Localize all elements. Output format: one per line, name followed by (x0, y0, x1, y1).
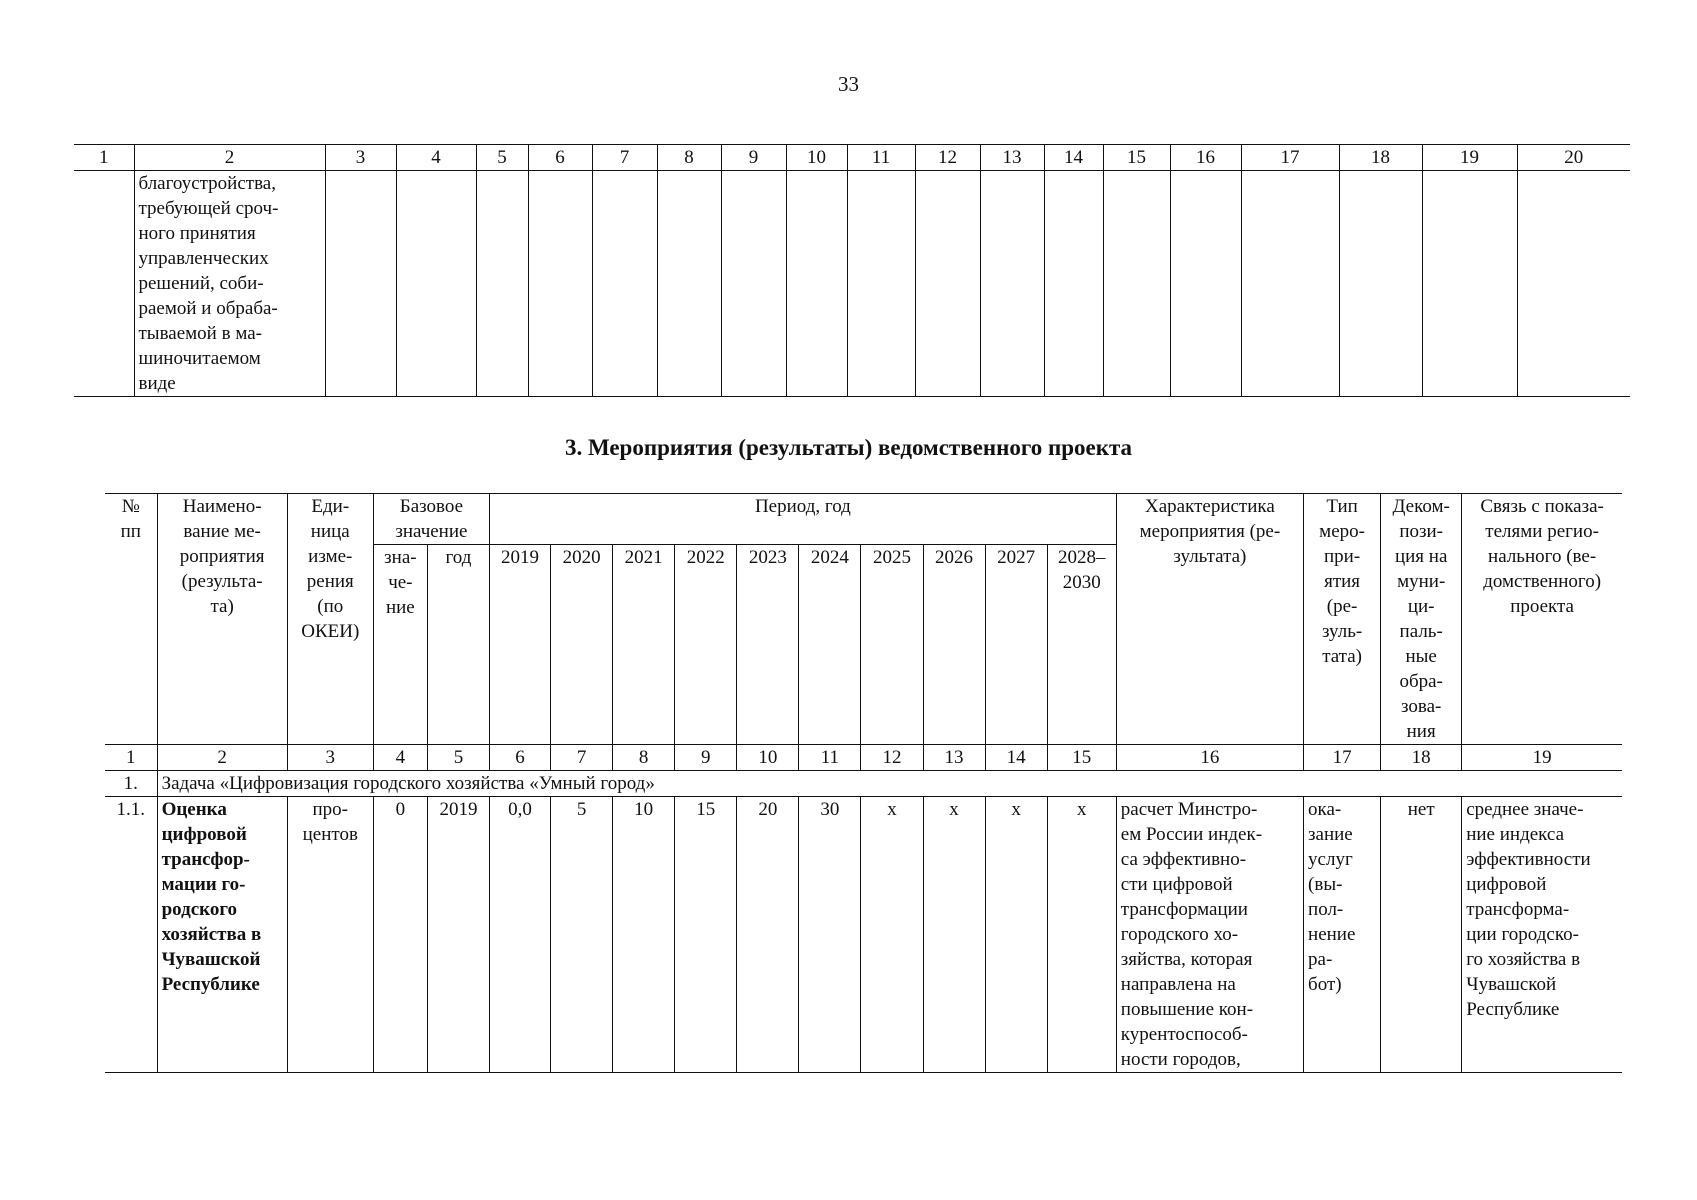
column-number-9: 9 (675, 745, 737, 771)
column-number-15: 15 (1103, 145, 1170, 171)
row-value-10: 20 (737, 797, 799, 1073)
text-line: услуг (1308, 849, 1353, 870)
text-line: Еди- (311, 496, 350, 517)
column-number-16: 16 (1170, 145, 1241, 171)
text-line: виде (138, 373, 176, 394)
header-base (373, 494, 489, 545)
column-number-19: 19 (1462, 745, 1622, 771)
section-title: 3. Мероприятия (результаты) ведомственного проекта (564, 435, 1133, 460)
column-number-row (105, 745, 1622, 771)
column-number-1: 1 (105, 745, 157, 771)
column-number-13: 13 (980, 145, 1044, 171)
text-line: тата) (1322, 646, 1362, 667)
text-line: повышение кон- (1120, 999, 1254, 1020)
column-number-14: 14 (985, 745, 1047, 771)
column-number-16: 16 (1116, 745, 1303, 771)
header-decomposition (1381, 494, 1462, 745)
task-text: Задача «Цифровизация городского хозяйства «Умный город» (157, 771, 1622, 797)
text-line: при- (1323, 546, 1361, 567)
row-base-value: 0 (373, 797, 427, 1073)
text-line: проекта (1510, 596, 1574, 617)
task-num: 1. (105, 771, 157, 797)
text-line: Оценка (161, 799, 227, 820)
column-number-4: 4 (396, 145, 476, 171)
column-number-8: 8 (613, 745, 675, 771)
row-name (157, 797, 287, 1073)
row-base-year: 2019 (427, 797, 489, 1073)
text-line: ятия (1324, 571, 1361, 592)
text-line: зна- (384, 547, 417, 568)
header-year-2021: 2021 (613, 545, 675, 745)
text-line: направлена на (1120, 974, 1236, 995)
column-number-15: 15 (1047, 745, 1116, 771)
text-line: пп (120, 521, 141, 542)
column-number-19: 19 (1422, 145, 1517, 171)
header-year-2028-2030 (1047, 545, 1116, 745)
text-line: че- (388, 572, 413, 593)
row-link (1462, 797, 1622, 1073)
measures-table (105, 493, 1622, 1073)
empty-cell (847, 171, 915, 397)
text-line: зяйства, которая (1120, 949, 1253, 970)
header-type (1304, 494, 1381, 745)
text-line: ние (385, 597, 415, 618)
row-value-13: x (923, 797, 985, 1073)
header-row (105, 494, 1622, 545)
header-name (157, 494, 287, 745)
header-base-value (373, 545, 427, 745)
text-line: трансформа- (1466, 899, 1570, 920)
text-line: изме- (308, 546, 353, 567)
empty-cell (786, 171, 847, 397)
text-line: цифровой (161, 824, 247, 845)
text-line: ные (1405, 646, 1437, 667)
text-line: зание (1308, 824, 1353, 845)
column-number-4: 4 (373, 745, 427, 771)
text-line: про- (312, 799, 349, 820)
text-line: № (121, 496, 140, 517)
text-line: курентоспособ- (1120, 1024, 1248, 1045)
text-line: Тип (1326, 496, 1358, 517)
row-value-7: 5 (551, 797, 613, 1073)
text-line: телями регио- (1485, 521, 1599, 542)
table-row (74, 171, 1630, 397)
text-line: са эффективно- (1120, 849, 1247, 870)
row-value-14: x (985, 797, 1047, 1073)
header-year-2025: 2025 (861, 545, 923, 745)
text-line: ние индекса (1466, 824, 1565, 845)
column-number-11: 11 (847, 145, 915, 171)
text-line: ного принятия (138, 223, 256, 244)
row-unit (287, 797, 373, 1073)
header-year-2020: 2020 (551, 545, 613, 745)
text-line: Базовое (399, 496, 464, 517)
empty-cell (1103, 171, 1170, 397)
text-line: управленческих (138, 248, 269, 269)
text-line: значение (395, 521, 468, 542)
text-line: домственного) (1483, 571, 1602, 592)
text-line: Наимено- (182, 496, 262, 517)
empty-cell (721, 171, 786, 397)
column-number-3: 3 (325, 145, 396, 171)
text-line: го хозяйства в (1466, 949, 1581, 970)
column-number-18: 18 (1339, 145, 1422, 171)
column-number-20: 20 (1517, 145, 1630, 171)
text-line: городского хо- (1120, 924, 1239, 945)
header-year-2026: 2026 (923, 545, 985, 745)
text-line: мации го- (161, 874, 246, 895)
column-number-2: 2 (157, 745, 287, 771)
text-line: 2028– (1057, 547, 1106, 568)
text-line: (вы- (1308, 874, 1343, 895)
text-line: ци- (1407, 596, 1435, 617)
table-row (105, 797, 1622, 1073)
empty-cell (1170, 171, 1241, 397)
column-number-18: 18 (1381, 745, 1462, 771)
column-number-7: 7 (551, 745, 613, 771)
text-line: сти цифровой (1120, 874, 1233, 895)
text-line: эффективности (1466, 849, 1591, 870)
column-number-14: 14 (1044, 145, 1103, 171)
text-line: ции городско- (1466, 924, 1579, 945)
text-line: муни- (1397, 571, 1446, 592)
text-line: ока- (1308, 799, 1342, 820)
header-period: Период, год (489, 494, 1116, 545)
text-line: трансформации (1120, 899, 1248, 920)
row-value-12: x (861, 797, 923, 1073)
text-line: обра- (1399, 671, 1443, 692)
row-value-8: 10 (613, 797, 675, 1073)
column-number-10: 10 (786, 145, 847, 171)
text-line: решений, соби- (138, 273, 264, 294)
text-line: пози- (1399, 521, 1443, 542)
text-line: зуль- (1321, 621, 1363, 642)
text-line: благоустройства, (138, 173, 276, 194)
text-line: нение (1308, 924, 1356, 945)
row-num: 1.1. (105, 797, 157, 1073)
row-characteristic (1116, 797, 1303, 1073)
empty-cell (396, 171, 476, 397)
column-number-7: 7 (592, 145, 657, 171)
header-year-2027: 2027 (985, 545, 1047, 745)
header-year-2019: 2019 (489, 545, 550, 745)
text-line: бот) (1308, 974, 1342, 995)
text-line: мероприятия (ре- (1139, 521, 1281, 542)
header-year-2022: 2022 (675, 545, 737, 745)
text-line: ем России индек- (1120, 824, 1263, 845)
text-line: среднее значе- (1466, 799, 1584, 820)
column-number-12: 12 (915, 145, 980, 171)
column-number-9: 9 (721, 145, 786, 171)
text-line: меро- (1319, 521, 1365, 542)
text-line: трансфор- (161, 849, 250, 870)
column-number-8: 8 (657, 145, 721, 171)
text-line: ница (310, 521, 350, 542)
text-line: Республике (1466, 999, 1560, 1020)
column-number-6: 6 (528, 145, 592, 171)
row-decomposition: нет (1381, 797, 1462, 1073)
page-number: 33 (838, 72, 859, 96)
text-line: ния (1406, 721, 1436, 742)
text-line: Чувашской (161, 949, 261, 970)
header-num (105, 494, 157, 745)
text-line: (по (317, 596, 344, 617)
empty-cell (1517, 171, 1630, 397)
empty-cell (476, 171, 528, 397)
column-number-12: 12 (861, 745, 923, 771)
row-value-6: 0,0 (489, 797, 550, 1073)
text-line: Связь с показа- (1480, 496, 1604, 517)
row-value-9: 15 (675, 797, 737, 1073)
column-number-11: 11 (799, 745, 861, 771)
continuation-text (134, 171, 325, 397)
empty-cell (657, 171, 721, 397)
text-line: шиночитаемом (138, 348, 261, 369)
text-line: 2030 (1062, 572, 1101, 593)
empty-cell (592, 171, 657, 397)
text-line: нального (ве- (1488, 546, 1597, 567)
header-year-2023: 2023 (737, 545, 799, 745)
text-line: паль- (1399, 621, 1443, 642)
empty-cell (1241, 171, 1339, 397)
row-type (1304, 797, 1381, 1073)
text-line: расчет Минстро- (1120, 799, 1258, 820)
text-line: ция на (1394, 546, 1448, 567)
empty-cell (74, 171, 134, 397)
text-line: Характеристика (1145, 496, 1275, 517)
column-number-6: 6 (489, 745, 550, 771)
text-line: пол- (1308, 899, 1344, 920)
column-number-5: 5 (427, 745, 489, 771)
column-number-13: 13 (923, 745, 985, 771)
empty-cell (1044, 171, 1103, 397)
text-line: та) (210, 596, 234, 617)
column-number-5: 5 (476, 145, 528, 171)
column-number-2: 2 (134, 145, 325, 171)
text-line: центов (302, 824, 358, 845)
text-line: Чувашской (1466, 974, 1557, 995)
text-line: хозяйства в (161, 924, 262, 945)
header-unit (287, 494, 373, 745)
text-line: зова- (1400, 696, 1442, 717)
row-value-15: x (1047, 797, 1116, 1073)
text-line: Деком- (1392, 496, 1450, 517)
column-number-1: 1 (74, 145, 134, 171)
column-number-17: 17 (1241, 145, 1339, 171)
empty-cell (1339, 171, 1422, 397)
text-line: ности городов, (1120, 1049, 1241, 1070)
text-line: ра- (1308, 949, 1333, 970)
text-line: раемой и обраба- (138, 298, 278, 319)
header-year-2024: 2024 (799, 545, 861, 745)
text-line: родского (161, 899, 237, 920)
text-line: вание ме- (183, 521, 261, 542)
header-characteristic (1116, 494, 1303, 745)
text-line: (ре- (1326, 596, 1358, 617)
text-line: зультата) (1173, 546, 1247, 567)
text-line: рения (306, 571, 354, 592)
column-number-row (74, 145, 1630, 171)
empty-cell (980, 171, 1044, 397)
task-row (105, 771, 1622, 797)
empty-cell (915, 171, 980, 397)
text-line: требующей сроч- (138, 198, 279, 219)
header-link (1462, 494, 1622, 745)
text-line: цифровой (1466, 874, 1547, 895)
text-line: тываемой в ма- (138, 323, 262, 344)
empty-cell (528, 171, 592, 397)
text-line: ОКЕИ) (301, 621, 360, 642)
empty-cell (1422, 171, 1517, 397)
text-line: (результа- (181, 571, 263, 592)
text-line: Республике (161, 974, 260, 995)
header-base-year: год (427, 545, 489, 745)
column-number-3: 3 (287, 745, 373, 771)
column-number-17: 17 (1304, 745, 1381, 771)
continuation-table (74, 144, 1630, 397)
empty-cell (325, 171, 396, 397)
column-number-10: 10 (737, 745, 799, 771)
row-value-11: 30 (799, 797, 861, 1073)
text-line: роприятия (179, 546, 265, 567)
